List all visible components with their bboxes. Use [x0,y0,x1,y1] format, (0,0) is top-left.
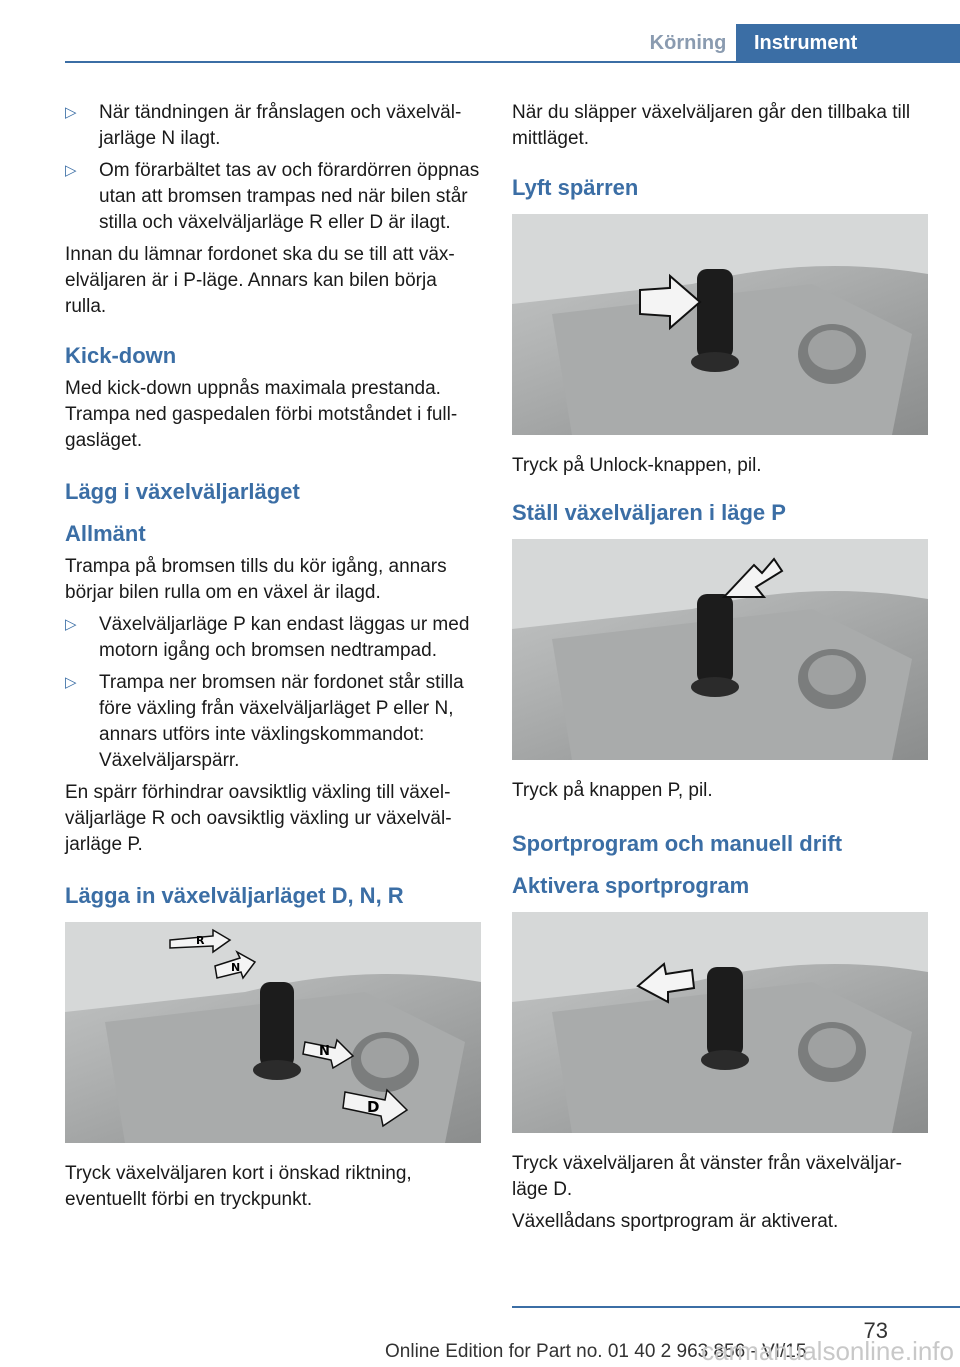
figure-caption: Tryck växelväljaren åt vänster från växelväljarläge D. [512,1153,902,1200]
gear-label-n: N [231,961,241,974]
park-heading: Ställ växelväljaren i läge P [512,500,786,525]
chapter-tab[interactable]: Instrument [736,24,960,62]
list-item: ▷ Om förarbältet tas av och förardörren öppnas utan att bromsen trampas ned när bilen står stilla och växelväljarläge R eller D är ilagt. [65,158,481,236]
figure-caption: Tryck växelväljaren kort i önskad riktning, eventuellt förbi en tryckpunkt. [65,1163,412,1210]
lift-heading: Lyft spärren [512,175,639,200]
triangle-bullet-icon: ▷ [65,674,77,691]
list-item: ▷ När tändningen är frånslagen och växelväljarläge N ilagt. [65,100,481,152]
list-item: ▷ Växelväljarläge P kan endast läggas ur med motorn igång och bromsen nedtrampad. [65,612,481,664]
triangle-bullet-icon: ▷ [65,104,77,121]
header-tabs [640,24,960,62]
figure-caption: Tryck på Unlock-knappen, pil. [512,455,762,476]
dnr-heading: Lägga in växelväljarläget D, N, R [65,883,404,908]
watermark: carmanualsonline.info [701,1336,954,1366]
page-number: 73 [863,1318,888,1343]
paragraph: Innan du lämnar fordonet ska du se till att växelväljaren är i P-läge. Annars kan bilen börja rulla. [65,244,455,317]
paragraph: Med kick-down uppnås maximala prestanda. Trampa ned gaspedalen förbi motståndet i fullgasläget. [65,378,458,451]
gear-selector-sport-image [512,912,928,1133]
gear-label-r: R [196,934,205,947]
gear-label-d: D [367,1098,380,1116]
edition-footer: Online Edition for Part no. 01 40 2 963 856 - VI/15 [385,1341,807,1362]
header-rule [65,61,960,63]
section-tab[interactable]: Körning [649,31,727,54]
sport-heading: Sportprogram och manuell drift [512,831,843,856]
paragraph: När du släpper växelväljaren går den tillbaka till mittläget. [512,102,911,149]
list-item: ▷ Trampa ner bromsen när fordonet står stilla före växling från växelväljarläget P eller N, annars utförs inte växlingskommandot: Växelväljarspärr. [65,670,481,774]
paragraph: Trampa på bromsen tills du kör igång, annars börjar bilen rulla om en växel är ilagd. [65,556,447,603]
engage-heading: Lägg i växelväljarläget [65,479,300,504]
left-column [65,100,481,1219]
kickdown-heading: Kick-down [65,343,177,368]
footer-rule [512,1306,960,1308]
paragraph: En spärr förhindrar oavsiktlig växling till växelväljarläge R och oavsiktlig växling ur växelväljarläge P. [65,782,452,855]
triangle-bullet-icon: ▷ [65,162,77,179]
paragraph: Växellådans sportprogram är aktiverat. [512,1211,839,1232]
general-heading: Allmänt [65,521,146,546]
gear-label-n: N [319,1044,330,1059]
gear-selector-park-image [512,539,928,760]
gear-selector-dnr-image [65,922,481,1143]
gear-selector-unlock-image [512,214,928,435]
figure-caption: Tryck på knappen P, pil. [512,780,713,801]
triangle-bullet-icon: ▷ [65,616,77,633]
sport-subheading: Aktivera sportprogram [512,873,750,898]
right-column [512,100,928,1241]
